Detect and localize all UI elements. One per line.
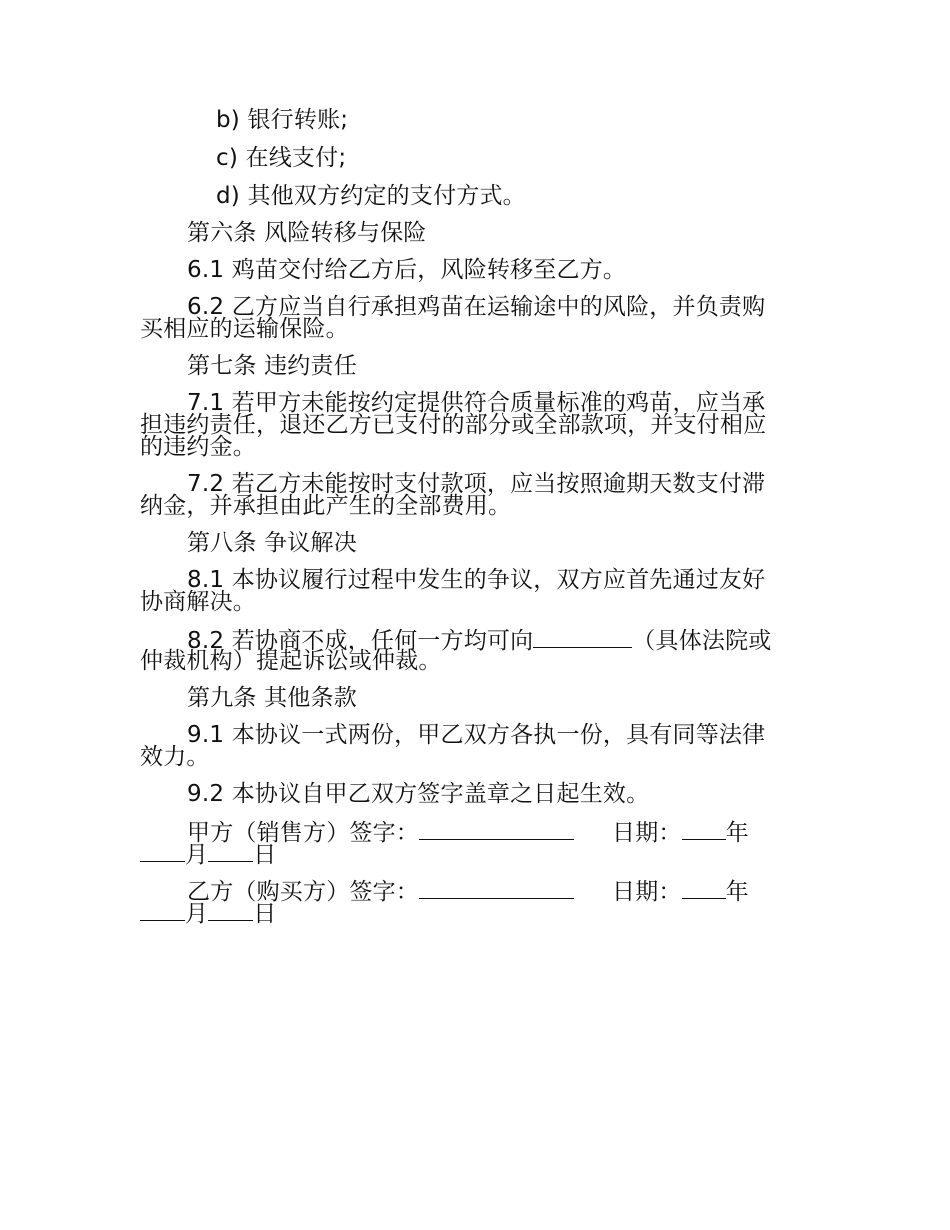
- clause-8-2-suffix: （具体法院或: [632, 628, 772, 654]
- party-b-date-line2: [140, 898, 276, 928]
- party-b-year-label: 年: [725, 879, 749, 905]
- party-a-day-blank: [208, 839, 253, 862]
- party-a-year-blank: [682, 817, 726, 840]
- party-a-signature-blank: [419, 817, 574, 840]
- clause-9-1-line2: 效力。: [140, 744, 210, 770]
- clause-6-2-line1: 6.2 乙方应当自行承担鸡苗在运输途中的风险，并负责购: [187, 294, 766, 320]
- article-8-heading: 第八条 争议解决: [187, 530, 357, 556]
- clause-6-2-line2: 买相应的运输保险。: [140, 316, 349, 342]
- party-b-date-label: 日期：: [612, 879, 682, 905]
- party-b-year-blank: [682, 876, 726, 899]
- party-a-month-label: 月: [185, 842, 209, 868]
- party-a-date-line2: [140, 839, 276, 869]
- clause-8-2-prefix: 8.2 若协商不成，任何一方均可向: [187, 628, 534, 654]
- clause-7-1-line2: 担违约责任，退还乙方已支付的部分或全部款项，并支付相应: [140, 412, 767, 438]
- clause-8-2-line2: 仲裁机构）提起诉讼或仲裁。: [140, 648, 442, 674]
- party-b-day-blank: [208, 898, 253, 921]
- clause-7-1-line3: 的违约金。: [140, 434, 256, 460]
- clause-7-1-line1: 7.1 若甲方未能按约定提供符合质量标准的鸡苗，应当承: [187, 390, 766, 416]
- party-a-label: 甲方（销售方）签字：: [187, 820, 419, 846]
- clause-9-2: 9.2 本协议自甲乙双方签字盖章之日起生效。: [187, 781, 650, 807]
- payment-method-d: d) 其他双方约定的支付方式。: [216, 183, 526, 209]
- party-a-day-label: 日: [253, 842, 277, 868]
- party-a-date-label: 日期：: [612, 820, 682, 846]
- clause-7-2-line2: 纳金，并承担由此产生的全部费用。: [140, 493, 512, 519]
- article-7-heading: 第七条 违约责任: [187, 353, 357, 379]
- party-b-day-label: 日: [253, 901, 277, 927]
- payment-method-c: c) 在线支付;: [216, 145, 347, 171]
- article-9-heading: 第九条 其他条款: [187, 685, 357, 711]
- clause-8-1-line2: 协商解决。: [140, 589, 256, 615]
- party-b-signature-blank: [419, 876, 574, 899]
- payment-method-b: b) 银行转账;: [216, 107, 349, 133]
- party-b-month-label: 月: [185, 901, 209, 927]
- clause-9-1-line1: 9.1 本协议一式两份，甲乙双方各执一份，具有同等法律: [187, 722, 766, 748]
- clause-6-1: 6.1 鸡苗交付给乙方后，风险转移至乙方。: [187, 257, 627, 283]
- article-6-heading: 第六条 风险转移与保险: [187, 220, 427, 246]
- party-b-month-blank: [140, 898, 185, 921]
- party-a-month-blank: [140, 839, 185, 862]
- party-b-label: 乙方（购买方）签字：: [187, 879, 419, 905]
- clause-8-1-line1: 8.1 本协议履行过程中发生的争议，双方应首先通过友好: [187, 567, 766, 593]
- court-blank-line: [533, 625, 632, 648]
- clause-7-2-line1: 7.2 若乙方未能按时支付款项，应当按照逾期天数支付滞: [187, 471, 766, 497]
- party-a-year-label: 年: [725, 820, 749, 846]
